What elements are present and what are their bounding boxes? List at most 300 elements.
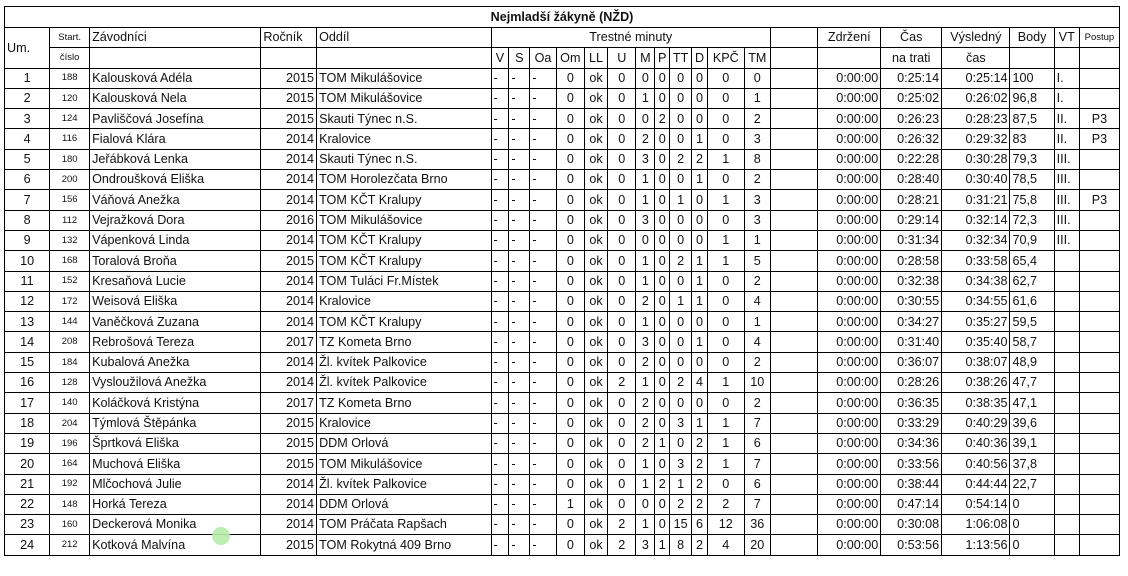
vt-cell: I.	[1054, 68, 1079, 88]
penalty-oa-cell: -	[530, 190, 556, 210]
penalty-ll-cell: ok	[585, 88, 608, 108]
penalty-u-cell: 0	[608, 251, 636, 271]
penalty-tm-cell: 4	[744, 291, 770, 311]
birth-year-cell: 2014	[261, 494, 317, 514]
penalty-p-cell: 0	[655, 88, 670, 108]
rank-cell: 22	[5, 494, 50, 514]
penalty-d-cell: 0	[692, 68, 708, 88]
penalty-s-cell: -	[509, 210, 530, 230]
birth-year-cell: 2014	[261, 190, 317, 210]
club-cell: Kralovice	[317, 129, 491, 149]
penalty-d-cell: 2	[692, 433, 708, 453]
penalty-p-cell: 0	[655, 210, 670, 230]
penalty-ll-cell: ok	[585, 332, 608, 352]
points-cell: 79,3	[1010, 149, 1054, 169]
penalty-tm-cell: 1	[744, 88, 770, 108]
penalty-ll-cell: ok	[585, 393, 608, 413]
penalty-m-cell: 0	[636, 230, 655, 250]
advance-cell	[1079, 88, 1119, 108]
spacer-cell	[770, 109, 817, 129]
points-cell: 0	[1010, 535, 1054, 555]
penalty-s-cell: -	[509, 271, 530, 291]
rank-cell: 12	[5, 291, 50, 311]
track-time-cell: 0:25:14	[881, 68, 942, 88]
rank-cell: 1	[5, 68, 50, 88]
penalty-om-cell: 0	[556, 352, 584, 372]
penalty-tt-cell: 2	[670, 373, 692, 393]
penalty-tm-cell: 5	[744, 251, 770, 271]
penalty-tt-cell: 0	[670, 170, 692, 190]
birth-year-cell: 2017	[261, 332, 317, 352]
penalty-om-cell: 1	[556, 494, 584, 514]
penalty-tm-cell: 4	[744, 332, 770, 352]
penalty-p-cell: 2	[655, 109, 670, 129]
advance-cell	[1079, 393, 1119, 413]
advance-cell	[1079, 170, 1119, 190]
competitor-name-cell: Šprtková Eliška	[90, 433, 261, 453]
result-time-cell: 0:31:21	[942, 190, 1010, 210]
club-cell: TOM Horolezčata Brno	[317, 170, 491, 190]
penalty-p-cell: 0	[655, 251, 670, 271]
penalty-d-cell: 0	[692, 210, 708, 230]
penalty-p-cell: 0	[655, 230, 670, 250]
club-cell: Skauti Týnec n.S.	[317, 149, 491, 169]
header-rank: Um.	[5, 28, 50, 69]
penalty-tt-cell: 0	[670, 271, 692, 291]
spacer-cell	[770, 149, 817, 169]
result-time-cell: 1:13:56	[942, 535, 1010, 555]
track-time-cell: 0:28:26	[881, 373, 942, 393]
penalty-tt-cell: 0	[670, 129, 692, 149]
penalty-p-cell: 0	[655, 291, 670, 311]
club-cell: DDM Orlová	[317, 494, 491, 514]
start-number-cell: 168	[50, 251, 90, 271]
table-row	[5, 129, 1120, 149]
penalty-u-cell: 0	[608, 210, 636, 230]
penalty-s-cell: -	[509, 352, 530, 372]
header-pen-p: P	[655, 48, 670, 68]
title-row	[5, 7, 1120, 28]
penalty-kpc-cell: 1	[707, 373, 744, 393]
delay-cell: 0:00:00	[818, 515, 881, 535]
penalty-ll-cell: ok	[585, 230, 608, 250]
penalty-s-cell: -	[509, 393, 530, 413]
competitor-name-cell: Horká Tereza	[90, 494, 261, 514]
penalty-ll-cell: ok	[585, 291, 608, 311]
penalty-d-cell: 2	[692, 494, 708, 514]
penalty-v-cell: -	[491, 352, 509, 372]
penalty-u-cell: 0	[608, 393, 636, 413]
delay-cell: 0:00:00	[818, 494, 881, 514]
track-time-cell: 0:30:08	[881, 515, 942, 535]
penalty-oa-cell: -	[530, 312, 556, 332]
penalty-m-cell: 2	[636, 393, 655, 413]
table-row	[5, 393, 1120, 413]
penalty-om-cell: 0	[556, 88, 584, 108]
penalty-ll-cell: ok	[585, 474, 608, 494]
penalty-s-cell: -	[509, 230, 530, 250]
table-row	[5, 413, 1120, 433]
track-time-cell: 0:26:23	[881, 109, 942, 129]
club-cell: Skauti Týnec n.S.	[317, 109, 491, 129]
penalty-tm-cell: 2	[744, 271, 770, 291]
spacer-cell	[770, 352, 817, 372]
birth-year-cell: 2015	[261, 433, 317, 453]
penalty-kpc-cell: 0	[707, 170, 744, 190]
penalty-tm-cell: 36	[744, 515, 770, 535]
header-pen-s: S	[509, 48, 530, 68]
delay-cell: 0:00:00	[818, 109, 881, 129]
birth-year-cell: 2015	[261, 88, 317, 108]
start-number-cell: 208	[50, 332, 90, 352]
penalty-tt-cell: 2	[670, 251, 692, 271]
penalty-v-cell: -	[491, 393, 509, 413]
penalty-u-cell: 0	[608, 170, 636, 190]
penalty-oa-cell: -	[530, 413, 556, 433]
start-number-cell: 152	[50, 271, 90, 291]
start-number-cell: 212	[50, 535, 90, 555]
penalty-u-cell: 0	[608, 190, 636, 210]
penalty-oa-cell: -	[530, 494, 556, 514]
start-number-cell: 128	[50, 373, 90, 393]
penalty-tt-cell: 8	[670, 535, 692, 555]
delay-cell: 0:00:00	[818, 393, 881, 413]
penalty-s-cell: -	[509, 129, 530, 149]
penalty-u-cell: 0	[608, 230, 636, 250]
penalty-oa-cell: -	[530, 68, 556, 88]
table-row	[5, 312, 1120, 332]
header-result-bottom: čas	[942, 48, 1010, 68]
penalty-tt-cell: 1	[670, 190, 692, 210]
penalty-d-cell: 1	[692, 251, 708, 271]
start-number-cell: 112	[50, 210, 90, 230]
penalty-d-cell: 1	[692, 332, 708, 352]
birth-year-cell: 2014	[261, 515, 317, 535]
penalty-v-cell: -	[491, 170, 509, 190]
competitor-name-cell: Rebrošová Tereza	[90, 332, 261, 352]
penalty-oa-cell: -	[530, 454, 556, 474]
rank-cell: 16	[5, 373, 50, 393]
penalty-m-cell: 1	[636, 373, 655, 393]
advance-cell	[1079, 251, 1119, 271]
rank-cell: 10	[5, 251, 50, 271]
penalty-u-cell: 0	[608, 129, 636, 149]
result-time-cell: 0:26:02	[942, 88, 1010, 108]
penalty-m-cell: 1	[636, 271, 655, 291]
penalty-u-cell: 2	[608, 535, 636, 555]
vt-cell	[1054, 251, 1079, 271]
vt-cell	[1054, 433, 1079, 453]
start-number-cell: 188	[50, 68, 90, 88]
penalty-v-cell: -	[491, 454, 509, 474]
penalty-kpc-cell: 0	[707, 312, 744, 332]
penalty-tt-cell: 1	[670, 474, 692, 494]
rank-cell: 5	[5, 149, 50, 169]
points-cell: 22,7	[1010, 474, 1054, 494]
penalty-ll-cell: ok	[585, 271, 608, 291]
penalty-oa-cell: -	[530, 170, 556, 190]
penalty-u-cell: 2	[608, 373, 636, 393]
delay-cell: 0:00:00	[818, 251, 881, 271]
penalty-v-cell: -	[491, 413, 509, 433]
spacer-cell	[770, 393, 817, 413]
penalty-oa-cell: -	[530, 230, 556, 250]
birth-year-cell: 2016	[261, 210, 317, 230]
delay-cell: 0:00:00	[818, 271, 881, 291]
penalty-tm-cell: 2	[744, 352, 770, 372]
start-number-cell: 164	[50, 454, 90, 474]
table-row	[5, 88, 1120, 108]
result-time-cell: 0:40:56	[942, 454, 1010, 474]
penalty-d-cell: 1	[692, 170, 708, 190]
penalty-om-cell: 0	[556, 149, 584, 169]
penalty-s-cell: -	[509, 291, 530, 311]
penalty-s-cell: -	[509, 109, 530, 129]
penalty-tt-cell: 2	[670, 149, 692, 169]
club-cell: TOM Mikulášovice	[317, 454, 491, 474]
result-time-cell: 0:29:32	[942, 129, 1010, 149]
penalty-oa-cell: -	[530, 271, 556, 291]
header-pen-tt: TT	[670, 48, 692, 68]
penalty-p-cell: 0	[655, 454, 670, 474]
advance-cell	[1079, 312, 1119, 332]
penalty-ll-cell: ok	[585, 494, 608, 514]
result-time-cell: 0:40:29	[942, 413, 1010, 433]
penalty-om-cell: 0	[556, 474, 584, 494]
vt-cell: III.	[1054, 210, 1079, 230]
competitor-name-cell: Deckerová Monika	[90, 515, 261, 535]
club-cell: TOM Tuláci Fr.Místek	[317, 271, 491, 291]
penalty-v-cell: -	[491, 68, 509, 88]
spacer-cell	[770, 190, 817, 210]
penalty-m-cell: 3	[636, 149, 655, 169]
penalty-ll-cell: ok	[585, 535, 608, 555]
birth-year-cell: 2015	[261, 251, 317, 271]
table-row	[5, 271, 1120, 291]
penalty-tm-cell: 2	[744, 170, 770, 190]
spacer-cell	[770, 515, 817, 535]
penalty-v-cell: -	[491, 230, 509, 250]
penalty-u-cell: 0	[608, 413, 636, 433]
start-number-cell: 124	[50, 109, 90, 129]
rank-cell: 7	[5, 190, 50, 210]
penalty-v-cell: -	[491, 332, 509, 352]
start-number-cell: 204	[50, 413, 90, 433]
result-time-cell: 0:44:44	[942, 474, 1010, 494]
penalty-om-cell: 0	[556, 332, 584, 352]
result-time-cell: 0:38:26	[942, 373, 1010, 393]
vt-cell	[1054, 515, 1079, 535]
table-title: Nejmladší žákyně (NŽD)	[5, 7, 1120, 28]
penalty-s-cell: -	[509, 535, 530, 555]
vt-cell	[1054, 393, 1079, 413]
penalty-d-cell: 2	[692, 149, 708, 169]
vt-cell	[1054, 454, 1079, 474]
table-row	[5, 170, 1120, 190]
penalty-p-cell: 0	[655, 312, 670, 332]
penalty-tm-cell: 3	[744, 190, 770, 210]
header-spacer	[770, 28, 817, 48]
penalty-u-cell: 0	[608, 454, 636, 474]
penalty-tm-cell: 6	[744, 433, 770, 453]
delay-cell: 0:00:00	[818, 413, 881, 433]
penalty-ll-cell: ok	[585, 454, 608, 474]
points-cell: 78,5	[1010, 170, 1054, 190]
penalty-oa-cell: -	[530, 332, 556, 352]
penalty-s-cell: -	[509, 68, 530, 88]
vt-cell: II.	[1054, 109, 1079, 129]
header-advance: Postup	[1079, 28, 1119, 48]
advance-cell	[1079, 149, 1119, 169]
club-cell: TOM KČT Kralupy	[317, 230, 491, 250]
penalty-oa-cell: -	[530, 210, 556, 230]
competitor-name-cell: Pavliščová Josefína	[90, 109, 261, 129]
penalty-kpc-cell: 0	[707, 88, 744, 108]
club-cell: TOM Mikulášovice	[317, 88, 491, 108]
header-points: Body	[1010, 28, 1054, 48]
penalty-om-cell: 0	[556, 129, 584, 149]
start-number-cell: 120	[50, 88, 90, 108]
penalty-u-cell: 0	[608, 68, 636, 88]
vt-cell	[1054, 332, 1079, 352]
header-year-blank	[261, 48, 317, 68]
penalty-ll-cell: ok	[585, 433, 608, 453]
penalty-v-cell: -	[491, 433, 509, 453]
penalty-tt-cell: 1	[670, 291, 692, 311]
table-row	[5, 251, 1120, 271]
penalty-oa-cell: -	[530, 393, 556, 413]
penalty-tt-cell: 0	[670, 230, 692, 250]
birth-year-cell: 2014	[261, 474, 317, 494]
competitor-name-cell: Váňová Anežka	[90, 190, 261, 210]
penalty-m-cell: 1	[636, 170, 655, 190]
penalty-u-cell: 2	[608, 515, 636, 535]
vt-cell: III.	[1054, 170, 1079, 190]
penalty-om-cell: 0	[556, 291, 584, 311]
penalty-tt-cell: 15	[670, 515, 692, 535]
table-row	[5, 68, 1120, 88]
penalty-oa-cell: -	[530, 474, 556, 494]
penalty-v-cell: -	[491, 515, 509, 535]
penalty-ll-cell: ok	[585, 129, 608, 149]
penalty-u-cell: 0	[608, 88, 636, 108]
rank-cell: 13	[5, 312, 50, 332]
header-pen-oa: Oa	[530, 48, 556, 68]
competitor-name-cell: Ondroušková Eliška	[90, 170, 261, 190]
penalty-d-cell: 0	[692, 393, 708, 413]
penalty-v-cell: -	[491, 535, 509, 555]
penalty-m-cell: 3	[636, 210, 655, 230]
track-time-cell: 0:36:07	[881, 352, 942, 372]
rank-cell: 23	[5, 515, 50, 535]
penalty-u-cell: 0	[608, 332, 636, 352]
header-pen-u: U	[608, 48, 636, 68]
header-spacer-blank	[770, 48, 817, 68]
table-row	[5, 433, 1120, 453]
spacer-cell	[770, 373, 817, 393]
penalty-om-cell: 0	[556, 271, 584, 291]
competitor-name-cell: Vaněčková Zuzana	[90, 312, 261, 332]
rank-cell: 18	[5, 413, 50, 433]
advance-cell	[1079, 352, 1119, 372]
track-time-cell: 0:38:44	[881, 474, 942, 494]
penalty-kpc-cell: 1	[707, 251, 744, 271]
competitor-name-cell: Vejražková Dora	[90, 210, 261, 230]
penalty-s-cell: -	[509, 373, 530, 393]
penalty-ll-cell: ok	[585, 210, 608, 230]
competitor-name-cell: Kalousková Adéla	[90, 68, 261, 88]
club-cell: TOM KČT Kralupy	[317, 251, 491, 271]
header-points-blank	[1010, 48, 1054, 68]
advance-cell	[1079, 474, 1119, 494]
points-cell: 100	[1010, 68, 1054, 88]
penalty-om-cell: 0	[556, 373, 584, 393]
penalty-kpc-cell: 0	[707, 109, 744, 129]
penalty-kpc-cell: 2	[707, 494, 744, 514]
table-row	[5, 474, 1120, 494]
result-time-cell: 0:30:40	[942, 170, 1010, 190]
penalty-d-cell: 0	[692, 109, 708, 129]
penalty-tm-cell: 8	[744, 149, 770, 169]
vt-cell: I.	[1054, 88, 1079, 108]
penalty-p-cell: 0	[655, 271, 670, 291]
vt-cell	[1054, 291, 1079, 311]
header-name: Závodníci	[90, 28, 261, 48]
penalty-kpc-cell: 4	[707, 535, 744, 555]
penalty-u-cell: 0	[608, 433, 636, 453]
penalty-om-cell: 0	[556, 109, 584, 129]
penalty-p-cell: 0	[655, 170, 670, 190]
result-time-cell: 0:40:36	[942, 433, 1010, 453]
penalty-p-cell: 0	[655, 352, 670, 372]
penalty-s-cell: -	[509, 149, 530, 169]
penalty-p-cell: 1	[655, 535, 670, 555]
penalty-om-cell: 0	[556, 433, 584, 453]
penalty-m-cell: 3	[636, 332, 655, 352]
penalty-ll-cell: ok	[585, 515, 608, 535]
start-number-cell: 156	[50, 190, 90, 210]
penalty-oa-cell: -	[530, 433, 556, 453]
penalty-s-cell: -	[509, 190, 530, 210]
competitor-name-cell: Kalousková Nela	[90, 88, 261, 108]
track-time-cell: 0:33:56	[881, 454, 942, 474]
penalty-s-cell: -	[509, 515, 530, 535]
result-time-cell: 0:34:38	[942, 271, 1010, 291]
penalty-v-cell: -	[491, 494, 509, 514]
penalty-kpc-cell: 0	[707, 291, 744, 311]
points-cell: 72,3	[1010, 210, 1054, 230]
club-cell: Kralovice	[317, 291, 491, 311]
spacer-cell	[770, 535, 817, 555]
birth-year-cell: 2014	[261, 373, 317, 393]
vt-cell	[1054, 474, 1079, 494]
competitor-name-cell: Kresaňová Lucie	[90, 271, 261, 291]
spacer-cell	[770, 170, 817, 190]
penalty-om-cell: 0	[556, 393, 584, 413]
penalty-u-cell: 0	[608, 109, 636, 129]
result-time-cell: 0:35:27	[942, 312, 1010, 332]
header-start-top: Start.	[50, 28, 90, 48]
points-cell: 39,6	[1010, 413, 1054, 433]
advance-cell	[1079, 433, 1119, 453]
delay-cell: 0:00:00	[818, 433, 881, 453]
points-cell: 58,7	[1010, 332, 1054, 352]
penalty-tt-cell: 0	[670, 210, 692, 230]
table-row	[5, 109, 1120, 129]
penalty-tt-cell: 2	[670, 494, 692, 514]
track-time-cell: 0:36:35	[881, 393, 942, 413]
penalty-ll-cell: ok	[585, 413, 608, 433]
